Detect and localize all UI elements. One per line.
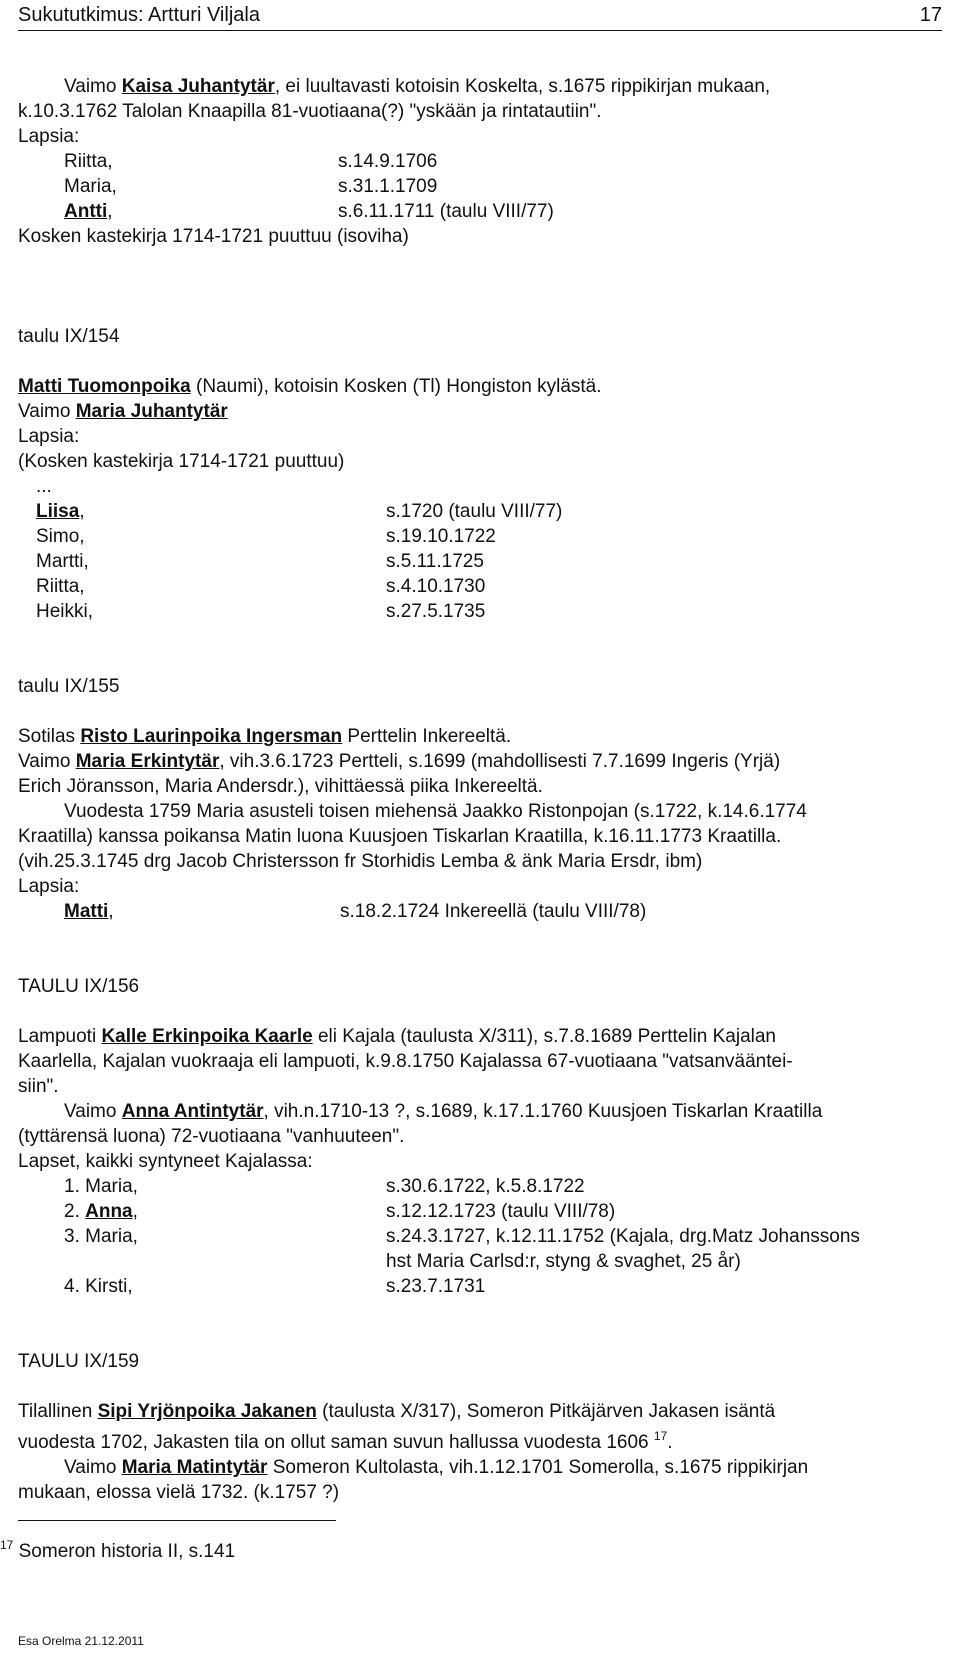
person-name: Anna Antintytär <box>121 1101 264 1122</box>
person-line: Tilallinen Sipi Yrjönpoika Jakanen (taulusta X/317), Someron Pitkäjärven Jakasen isäntä <box>18 1401 776 1422</box>
child-row: Heikki, s.27.5.1735 <box>36 601 486 622</box>
document-body <box>18 74 918 1505</box>
section-heading: TAULU IX/156 <box>18 976 140 997</box>
page-footer: Esa Orelma 21.12.2011 <box>18 1634 144 1648</box>
text-line: (tyttärensä luona) 72-vuotiaana "vanhuuteen". <box>18 1126 405 1147</box>
text-line: Kosken kastekirja 1714-1721 puuttuu (isoviha) <box>18 226 409 247</box>
child-row: Simo, s.19.10.1722 <box>36 526 496 547</box>
child-row: Maria, s.31.1.1709 <box>64 176 438 197</box>
child-row: Matti, s.18.2.1724 Inkereellä (taulu VIII/78) <box>64 901 647 922</box>
children-label: Lapsia: <box>18 426 80 447</box>
section-heading: TAULU IX/159 <box>18 1351 140 1372</box>
text-line: siin". <box>18 1076 59 1097</box>
text-line: Erich Jöransson, Maria Andersdr.), vihittäessä piika Inkereeltä. <box>18 776 543 797</box>
wife-line: Vaimo Kaisa Juhantytär, ei luultavasti kotoisin Koskelta, s.1675 rippikirjan mukaan, <box>64 76 771 97</box>
wife-line: Vaimo Anna Antintytär, vih.n.1710-13 ?, s.1689, k.17.1.1760 Kuusjoen Tiskarlan Kraatilla <box>64 1101 823 1122</box>
person-name: Liisa <box>36 501 80 522</box>
person-line: Matti Tuomonpoika (Naumi), kotoisin Kosken (Tl) Hongiston kylästä. <box>18 376 602 397</box>
person-name: Sipi Yrjönpoika Jakanen <box>97 1401 317 1422</box>
person-name: Antti <box>64 201 108 222</box>
page-number: 17 <box>919 3 942 26</box>
person-name: Anna <box>85 1201 133 1222</box>
document-title: Sukututkimus: Artturi Viljala <box>18 3 260 26</box>
footnote-separator <box>18 1520 336 1521</box>
child-row: Martti, s.5.11.1725 <box>36 551 484 572</box>
children-label: Lapsia: <box>18 876 80 897</box>
ellipsis: ... <box>36 476 52 497</box>
footnote <box>0 1538 235 1563</box>
person-name: Kalle Erkinpoika Kaarle <box>101 1026 313 1047</box>
person-name: Matti Tuomonpoika <box>18 376 191 397</box>
child-row: Riitta, s.4.10.1730 <box>36 576 486 597</box>
child-row: Riitta, s.14.9.1706 <box>64 151 438 172</box>
footnote-mark: 17 <box>0 1538 14 1552</box>
person-name: Matti <box>64 901 109 922</box>
child-row: 2. Anna, s.12.12.1723 (taulu VIII/78) <box>64 1201 616 1222</box>
person-line: Lampuoti Kalle Erkinpoika Kaarle eli Kajala (taulusta X/311), s.7.8.1689 Perttelin Kajalan <box>18 1026 776 1047</box>
text-line: Kraatilla) kanssa poikansa Matin luona Kuusjoen Tiskarlan Kraatilla, k.16.11.1773 Kraatilla. <box>18 826 782 847</box>
person-name: Kaisa Juhantytär <box>121 76 275 97</box>
text-line: k.10.3.1762 Talolan Knaapilla 81-vuotiaana(?) "yskään ja rintatautiin". <box>18 101 602 122</box>
child-row: 1. Maria, s.30.6.1722, k.5.8.1722 <box>64 1176 585 1197</box>
text-line: vuodesta 1702, Jakasten tila on ollut saman suvun hallussa vuodesta 1606 $^{17}$. <box>18 1429 673 1453</box>
children-label: Lapsia: <box>18 126 80 147</box>
person-name: Risto Laurinpoika Ingersman <box>80 726 343 747</box>
text-line: Vuodesta 1759 Maria asusteli toisen miehensä Jaakko Ristonpojan (s.1722, k.14.6.1774 <box>64 801 807 822</box>
wife-line: Vaimo Maria Juhantytär <box>18 401 228 422</box>
person-name: Maria Erkintytär <box>75 751 220 772</box>
child-row: 3. Maria, s.24.3.1727, k.12.11.1752 (Kajala, drg.Matz Johanssons <box>64 1226 860 1247</box>
footnote-text: Someron historia II, s.141 <box>13 1541 236 1562</box>
child-row: 4. Kirsti, s.23.7.1731 <box>64 1276 486 1297</box>
wife-line: Vaimo Maria Matintytär Someron Kultolasta, vih.1.12.1701 Somerolla, s.1675 rippikirjan <box>64 1457 809 1478</box>
section-heading: taulu IX/155 <box>18 676 120 697</box>
child-row-continued: hst Maria Carlsd:r, styng & svaghet, 25 år) <box>386 1251 741 1272</box>
text-line: (vih.25.3.1745 drg Jacob Christersson fr Storhidis Lemba & änk Maria Ersdr, ibm) <box>18 851 703 872</box>
child-row: Liisa, s.1720 (taulu VIII/77) <box>36 501 563 522</box>
text-line: mukaan, elossa vielä 1732. (k.1757 ?) <box>18 1482 340 1503</box>
child-row: Antti, s.6.11.1711 (taulu VIII/77) <box>64 201 554 222</box>
wife-line: Vaimo Maria Erkintytär, vih.3.6.1723 Pertteli, s.1699 (mahdollisesti 7.7.1699 Ingeris (Yrjä) <box>18 751 781 772</box>
page-header <box>18 0 942 31</box>
person-name: Maria Matintytär <box>121 1457 268 1478</box>
person-line: Sotilas Risto Laurinpoika Ingersman Perttelin Inkereeltä. <box>18 726 512 747</box>
section-heading: taulu IX/154 <box>18 326 120 347</box>
person-name: Maria Juhantytär <box>75 401 228 422</box>
children-label: Lapset, kaikki syntyneet Kajalassa: <box>18 1151 313 1172</box>
footnote-reference[interactable]: 17 <box>653 1429 668 1443</box>
text-line: Kaarlella, Kajalan vuokraaja eli lampuoti, k.9.8.1750 Kajalassa 67-vuotiaana "vatsanvääntei- <box>18 1051 793 1072</box>
text-line: (Kosken kastekirja 1714-1721 puuttuu) <box>18 451 345 472</box>
